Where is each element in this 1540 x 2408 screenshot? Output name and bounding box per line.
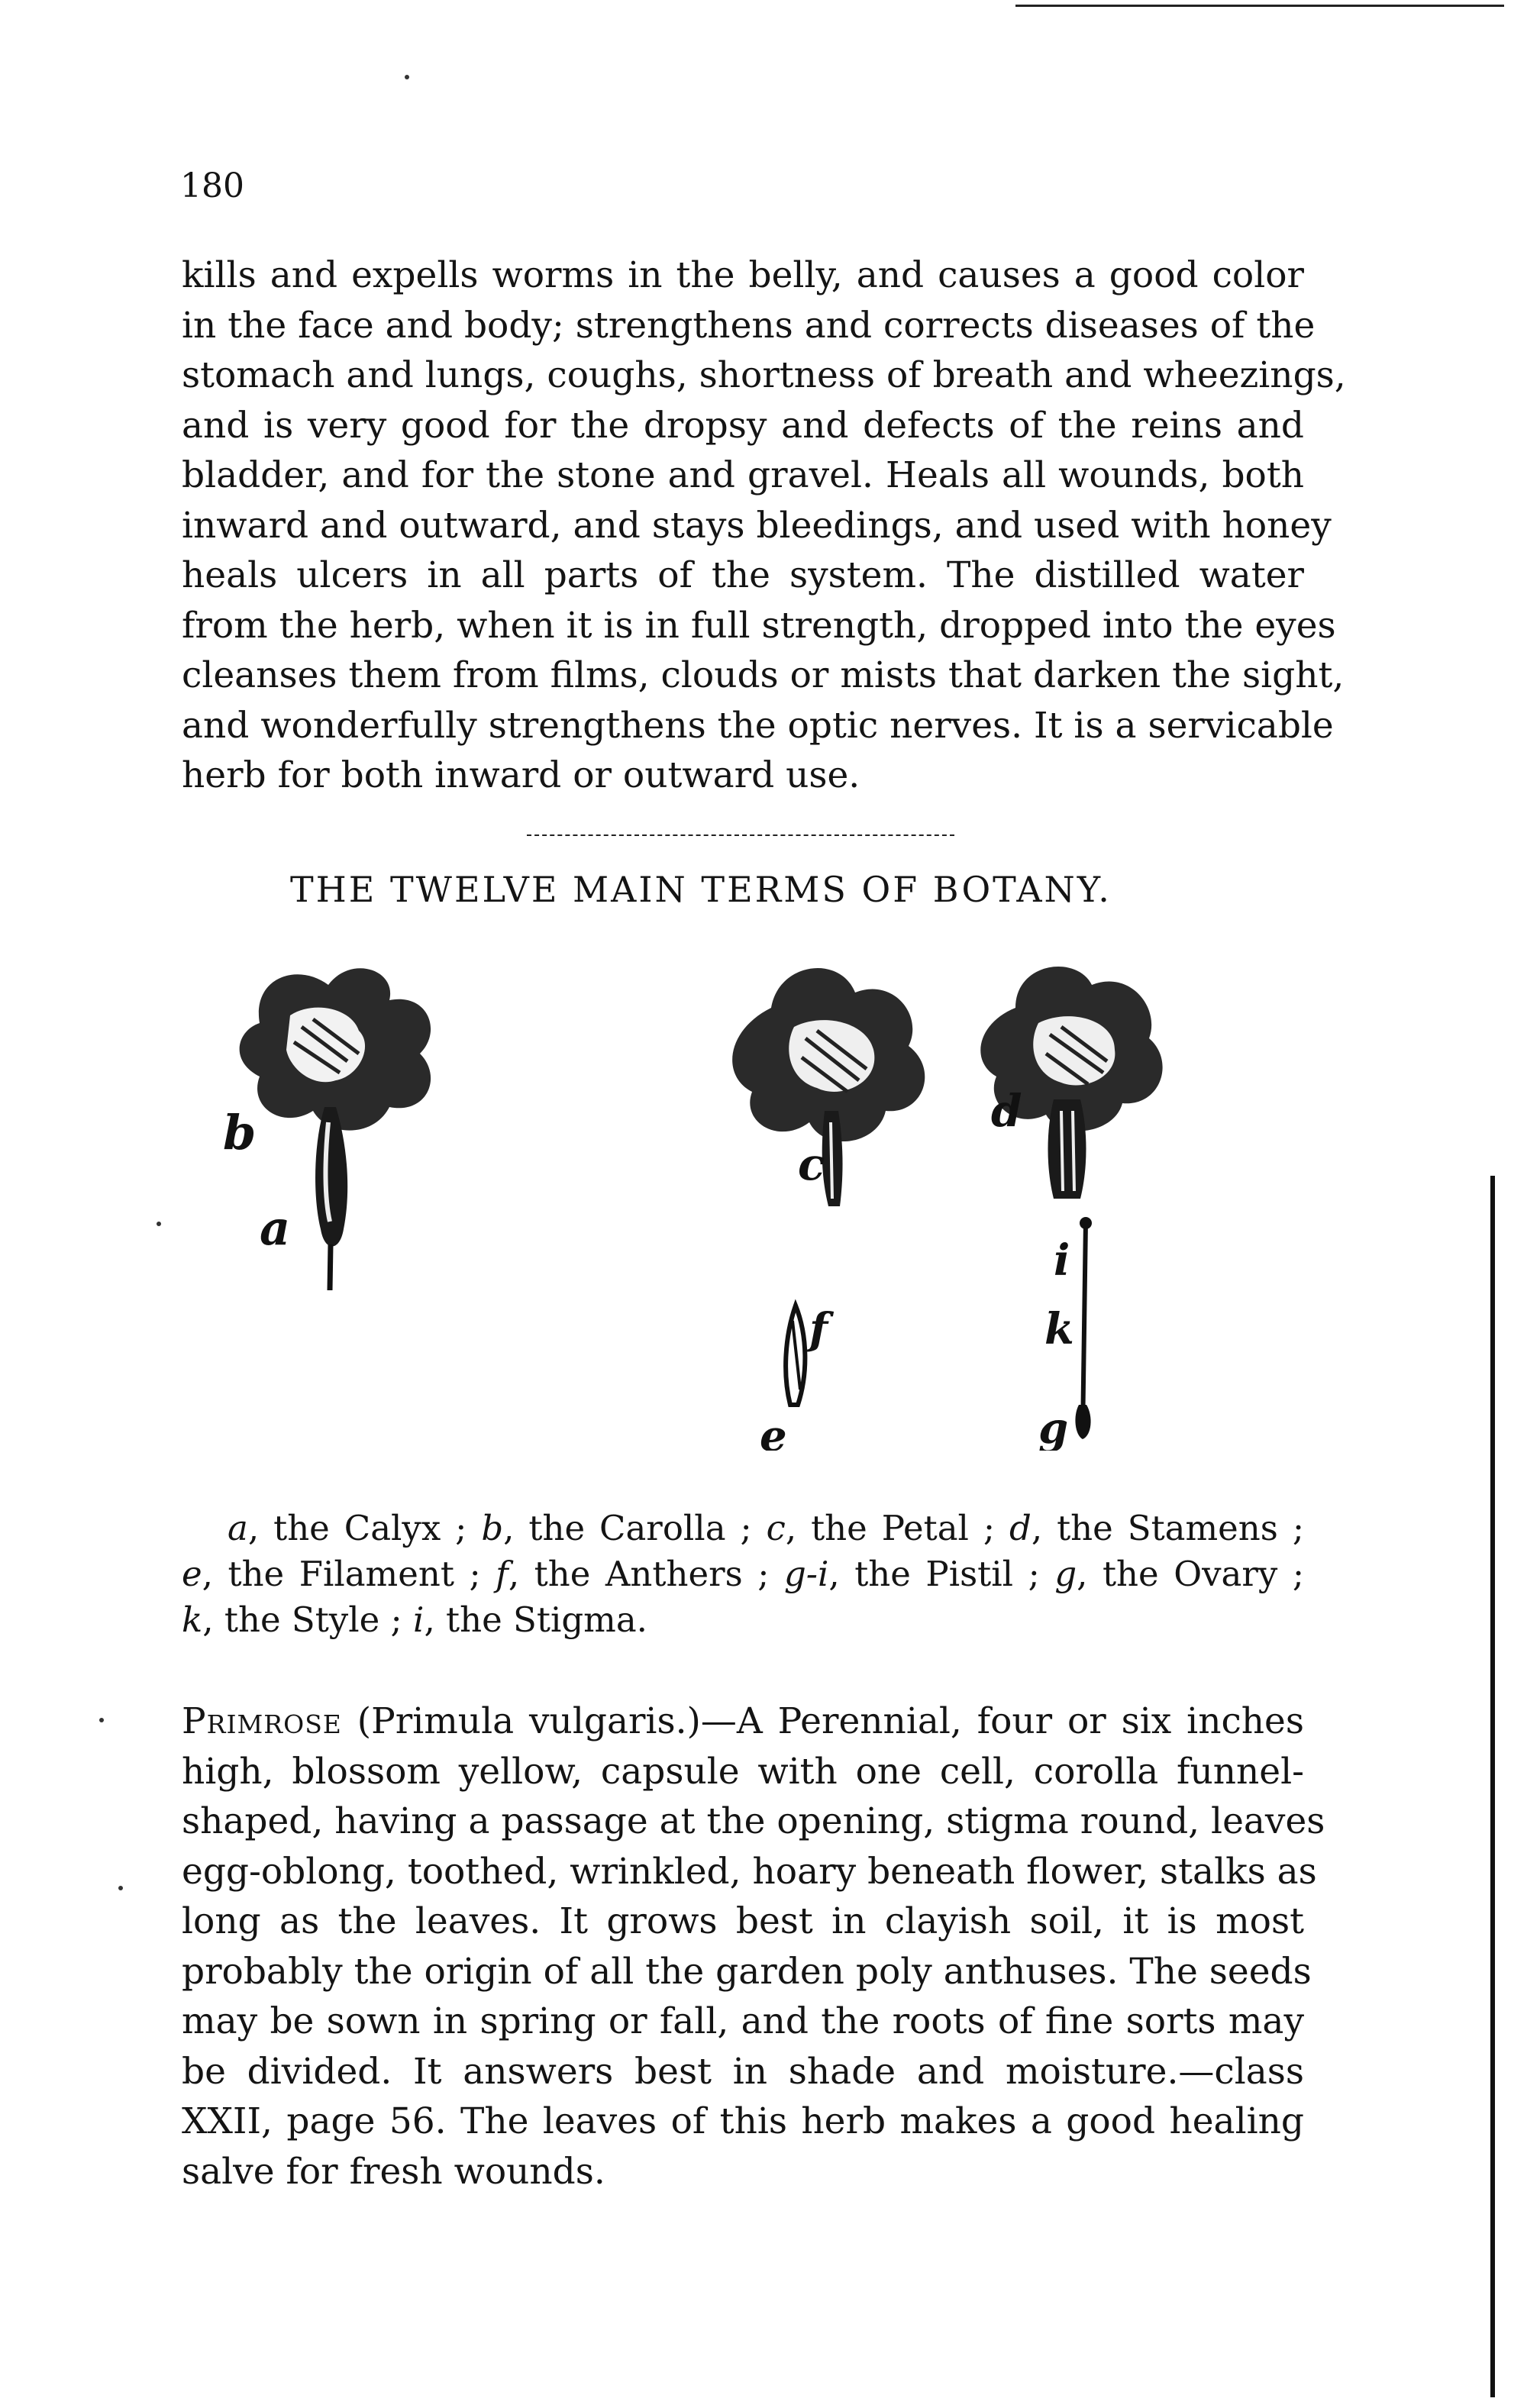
label-c: c (798, 1138, 825, 1190)
label-i: i (1054, 1235, 1070, 1286)
text-line: salve for fresh wounds. (182, 2150, 605, 2193)
pistil-illustration (1075, 1217, 1092, 1439)
text-line: Primrose (Primula vulgaris.)—A Perennial, four or six inches (182, 1700, 1304, 1742)
page-number: 180 (180, 166, 244, 205)
text-line: XXII, page 56. The leaves of this herb makes a good healing (182, 2100, 1304, 2142)
body-paragraph-primrose (182, 1696, 1325, 2197)
term-letter: c (766, 1508, 786, 1548)
right-edge-rule (1490, 1176, 1495, 2397)
text-line: heals ulcers in all parts of the system. The distilled water (182, 554, 1304, 596)
label-d: d (991, 1085, 1022, 1137)
text-line: shaped, having a passage at the opening, stigma round, leaves (182, 1800, 1325, 1842)
label-k: k (1044, 1304, 1074, 1354)
body-paragraph-top (182, 250, 1346, 801)
text-line: bladder, and for the stone and gravel. Heals all wounds, both (182, 454, 1304, 496)
text-line: from the herb, when it is in full strength, dropped into the eyes (182, 604, 1336, 647)
text-line: be divided. It answers best in shade and moisture.—class (182, 2050, 1304, 2093)
stamen-illustration (786, 1306, 805, 1405)
section-title: THE TWELVE MAIN TERMS OF BOTANY. (290, 869, 1112, 910)
entry-heading: Primrose (182, 1700, 342, 1742)
caption-line: a, the Calyx ; b, the Carolla ; c, the Petal ; d, the Stamens ; (228, 1508, 1304, 1548)
text-line: and wonderfully strengthens the optic nerves. It is a servicable (182, 704, 1334, 747)
text-line: kills and expells worms in the belly, and causes a good color (182, 254, 1304, 296)
text-line: egg-oblong, toothed, wrinkled, hoary beneath flower, stalks as (182, 1850, 1317, 1893)
text-line: stomach and lungs, coughs, shortness of breath and wheezings, (182, 354, 1346, 396)
text-line: herb for both inward or outward use. (182, 754, 860, 796)
print-speck (157, 1222, 161, 1226)
text-line: high, blossom yellow, capsule with one cell, corolla funnel- (182, 1750, 1304, 1793)
term-letter: g-i (783, 1554, 829, 1594)
term-letter: a (228, 1508, 248, 1548)
text-line: inward and outward, and stays bleedings, and used with honey (182, 504, 1332, 547)
flower-middle-illustration (732, 968, 925, 1206)
label-b: b (223, 1105, 257, 1160)
term-letter: f (496, 1554, 508, 1594)
label-a: a (260, 1200, 291, 1256)
label-e: e (760, 1411, 787, 1451)
text-line: and is very good for the dropsy and defects of the reins and (182, 404, 1304, 447)
term-letter: i (413, 1599, 425, 1640)
print-speck (99, 1718, 104, 1722)
print-speck (405, 75, 409, 79)
print-speck (118, 1886, 123, 1890)
text-line: may be sown in spring or fall, and the roots of fine sorts may (182, 2000, 1304, 2042)
flower-right-illustration (980, 967, 1162, 1199)
label-g: g (1038, 1403, 1069, 1451)
text-line: in the face and body; strengthens and corrects diseases of the (182, 304, 1316, 347)
text-line: probably the origin of all the garden poly anthuses. The seeds (182, 1950, 1312, 1993)
text-line: cleanses them from films, clouds or mists that darken the sight, (182, 654, 1345, 696)
term-letter: k (182, 1599, 203, 1640)
section-separator (527, 834, 954, 836)
caption-line: e, the Filament ; f, the Anthers ; g-i, the Pistil ; g, the Ovary ; (182, 1554, 1304, 1594)
text-line: long as the leaves. It grows best in clayish soil, it is most (182, 1900, 1304, 1942)
term-letter: b (481, 1508, 504, 1548)
term-letter: e (182, 1554, 202, 1594)
label-f: f (809, 1304, 828, 1354)
term-letter: g (1054, 1554, 1077, 1594)
botany-figure (168, 947, 1359, 1451)
term-letter: d (1009, 1508, 1032, 1548)
figure-caption (182, 1506, 1304, 1643)
top-border-rule (1015, 5, 1504, 7)
caption-line: k, the Style ; i, the Stigma. (182, 1599, 647, 1640)
